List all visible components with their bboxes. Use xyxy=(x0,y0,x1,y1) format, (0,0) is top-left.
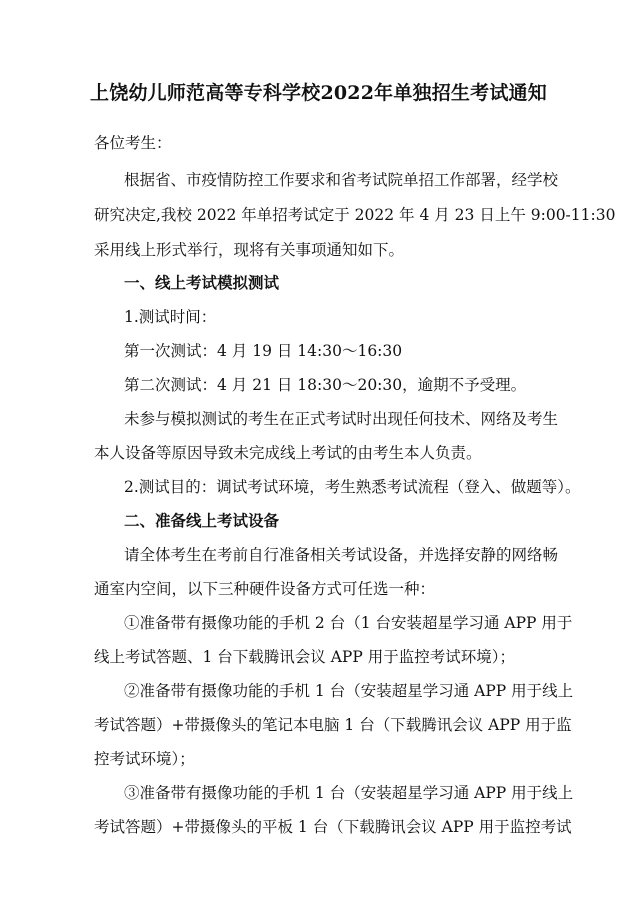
paragraph-line: 根据省、市疫情防控工作要求和省考试院单招工作部署，经学校 xyxy=(124,171,559,189)
paragraph-line: 第二次测试：4 月 21 日 18:30～20:30，逾期不予受理。 xyxy=(124,376,527,394)
paragraph-line: ①准备带有摄像功能的手机 2 台（1 台安装超星学习通 APP 用于 xyxy=(124,614,573,632)
paragraph-line: 采用线上形式举行，现将有关事项通知如下。 xyxy=(94,241,405,259)
paragraph-line: ②准备带有摄像功能的手机 1 台（安装超星学习通 APP 用于线上 xyxy=(124,682,574,700)
paragraph-line: 研究决定,我校 2022 年单招考试定于 2022 年 4 月 23 日上午 9:00-11:30 xyxy=(94,206,616,224)
section-heading: 一、线上考试模拟测试 xyxy=(124,273,280,292)
paragraph-line: 本人设备等原因导致未完成线上考试的由考生本人负责。 xyxy=(94,444,482,462)
paragraph-line: 通室内空间，以下三种硬件设备方式可任选一种： xyxy=(94,580,436,598)
paragraph-line: 控考试环境）； xyxy=(94,750,195,768)
paragraph-line: 线上考试答题、1 台下载腾讯会议 APP 用于监控考试环境）； xyxy=(94,648,515,666)
section-heading: 二、准备线上考试设备 xyxy=(124,511,280,530)
paragraph-line: 考试答题）+带摄像头的笔记本电脑 1 台（下载腾讯会议 APP 用于监 xyxy=(94,716,572,734)
paragraph-line: 考试答题）+带摄像头的平板 1 台（下载腾讯会议 APP 用于监控考试 xyxy=(94,818,572,836)
paragraph-line: 请全体考生在考前自行准备相关考试设备，并选择安静的网络畅 xyxy=(124,546,559,564)
document-title: 上饶幼儿师范高等专科学校2022年单独招生考试通知 xyxy=(90,82,547,104)
paragraph-line: ③准备带有摄像功能的手机 1 台（安装超星学习通 APP 用于线上 xyxy=(124,784,574,802)
paragraph-line: 1.测试时间： xyxy=(124,308,217,326)
paragraph-line: 2.测试目的：调试考试环境，考生熟悉考试流程（登入、做题等）。 xyxy=(124,478,581,496)
paragraph-line: 第一次测试：4 月 19 日 14:30～16:30 xyxy=(124,342,403,360)
salutation: 各位考生： xyxy=(94,134,172,152)
paragraph-line: 未参与模拟测试的考生在正式考试时出现任何技术、网络及考生 xyxy=(124,410,559,428)
